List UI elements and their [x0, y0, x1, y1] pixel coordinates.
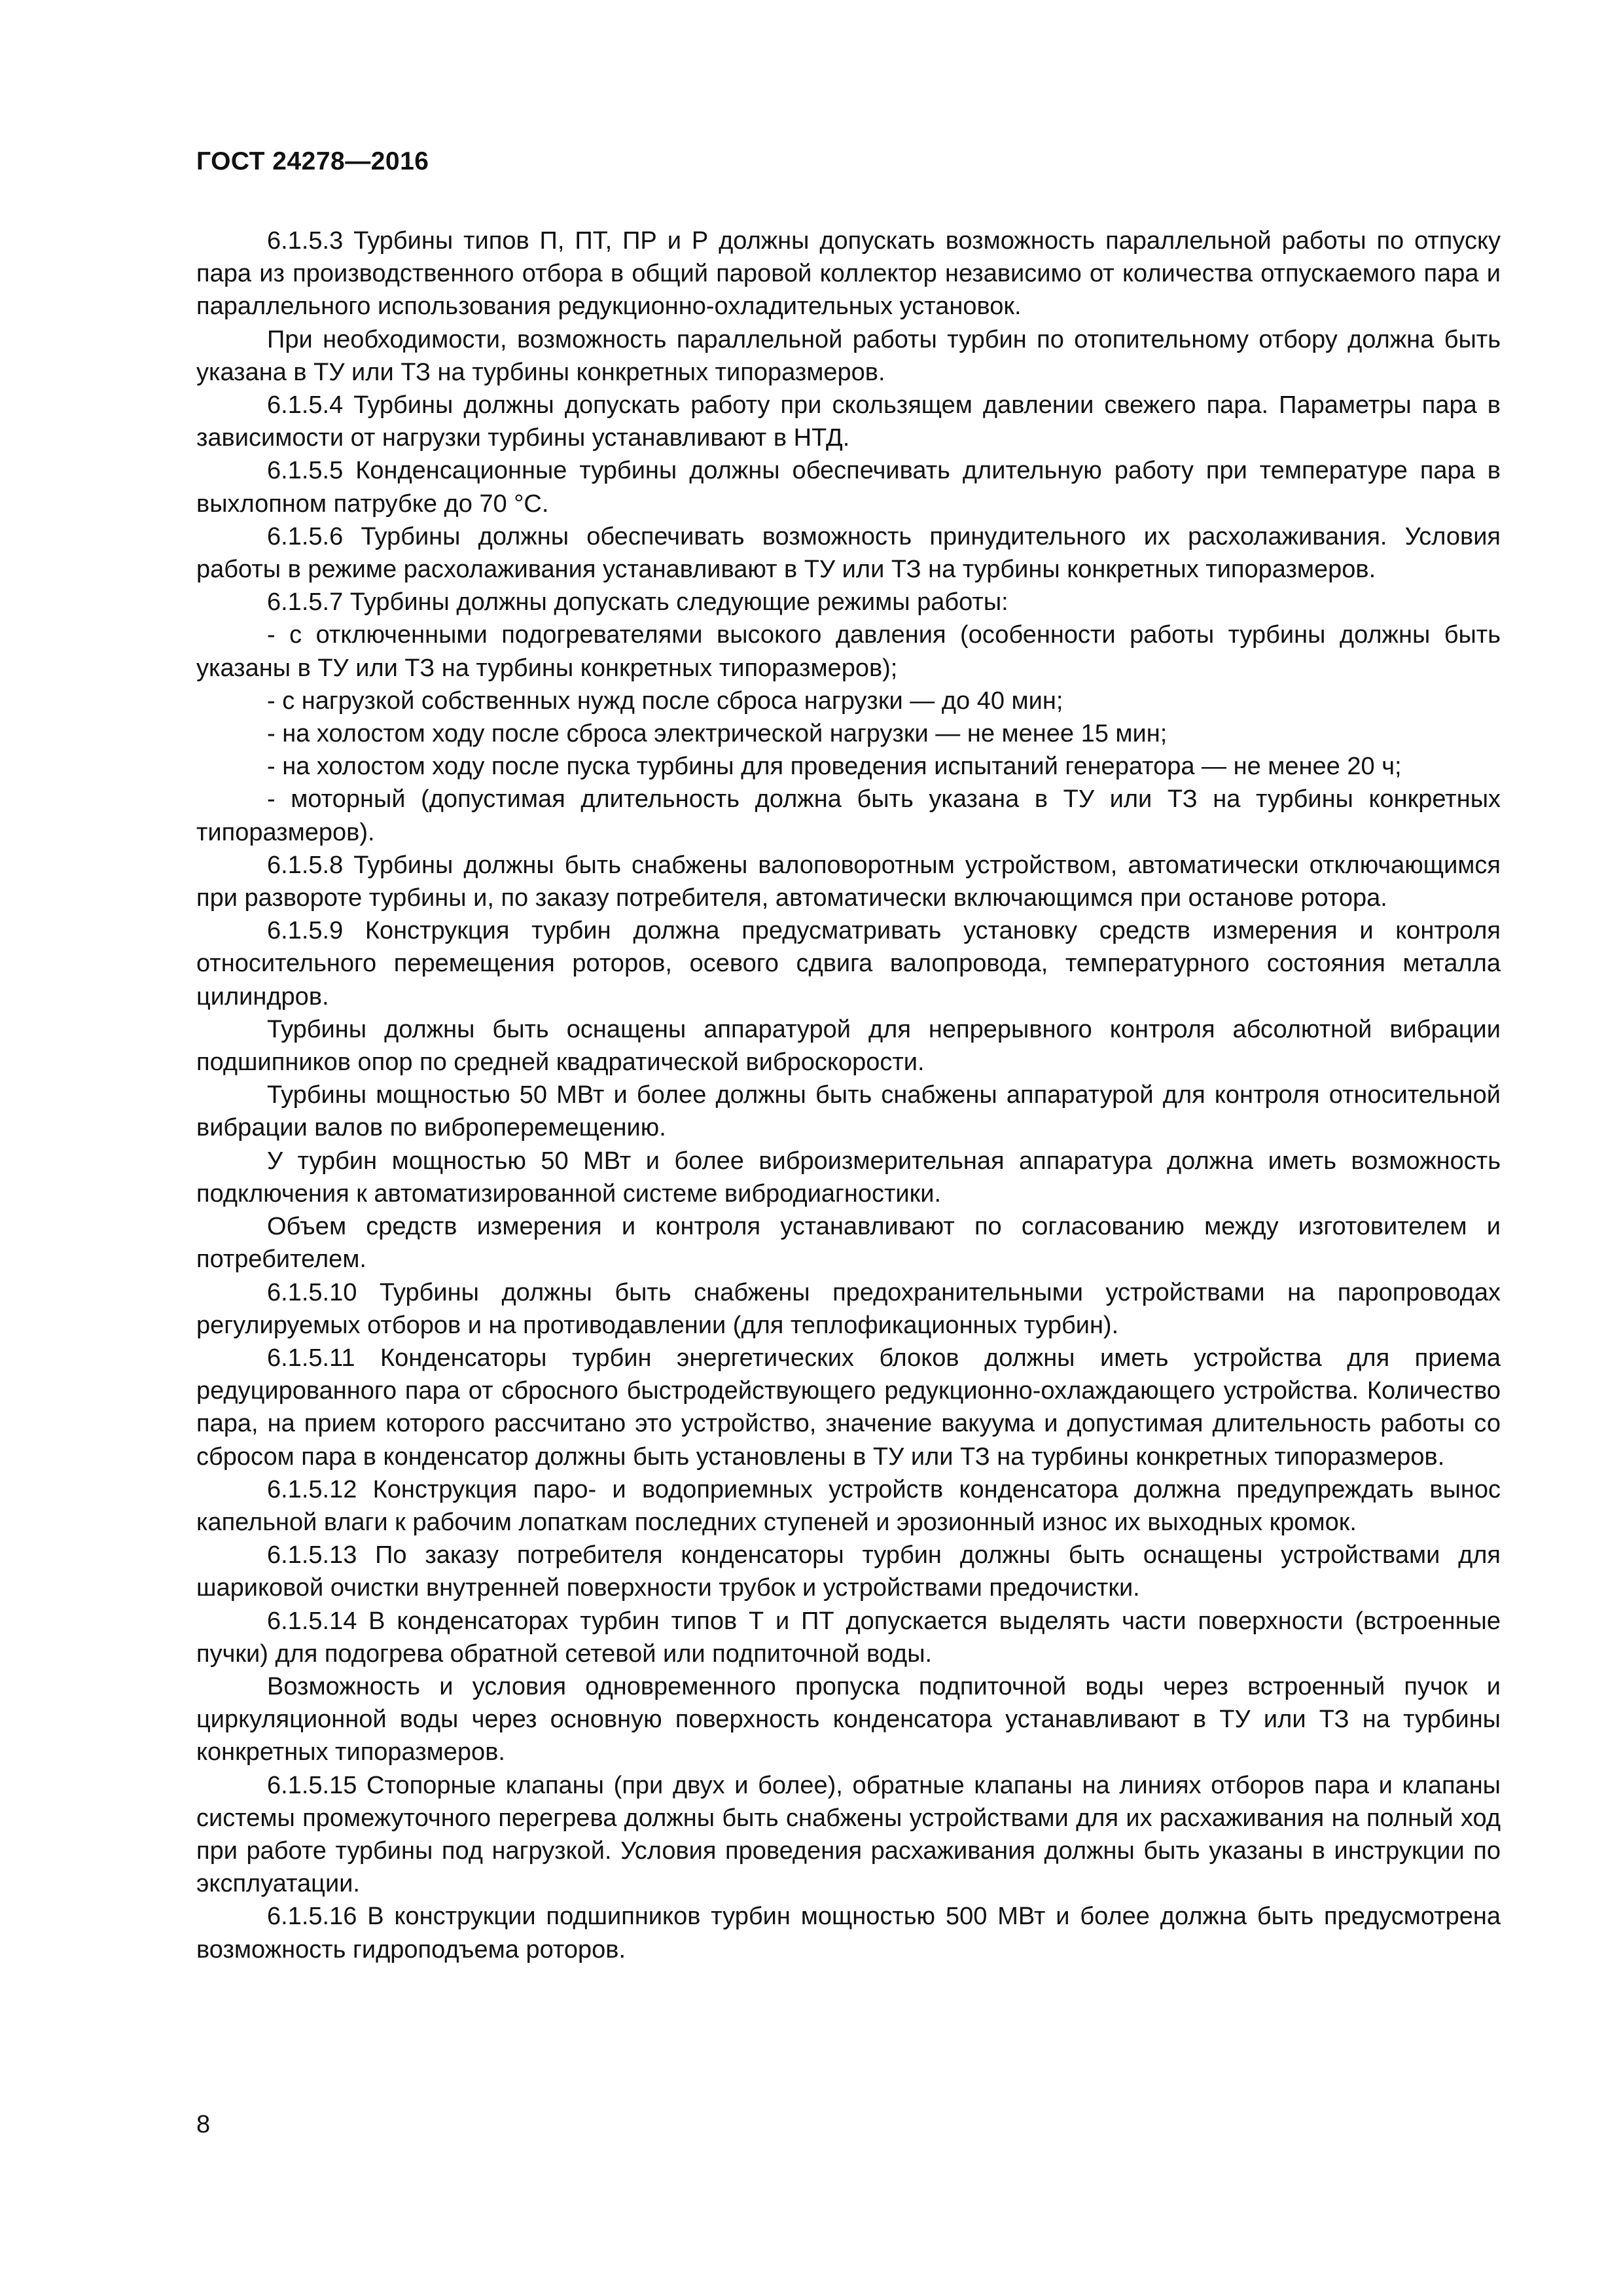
page-number: 8	[196, 2111, 211, 2138]
paragraph: При необходимости, возможность параллельной работы турбин по отопительному отбору должна быть указана в ТУ или ТЗ на турбины конкретных типоразмеров.	[196, 325, 1501, 386]
paragraph: Турбины должны быть оснащены аппаратурой для непрерывного контроля абсолютной вибрации подшипников опор по средней квадратической виброскорости.	[196, 1015, 1501, 1077]
paragraph: Объем средств измерения и контроля устанавливают по согласованию между изготовителем и потребителем.	[196, 1213, 1501, 1274]
standard-code-header: ГОСТ 24278—2016	[196, 147, 429, 175]
paragraph: 6.1.5.15 Стопорные клапаны (при двух и более), обратные клапаны на линиях отборов пара и клапаны системы промежуточного перегрева должны быть снабжены устройствами для их расхаживания на полный ход при работе турбины под нагрузкой. Условия проведения расхаживания должны быть указаны в инструкции по эксплуатации.	[196, 1771, 1501, 1898]
paragraph: 6.1.5.16 В конструкции подшипников турбин мощностью 500 МВт и более должна быть предусмотрена возможность гидроподъема роторов.	[196, 1903, 1501, 1964]
paragraph: У турбин мощностью 50 МВт и более виброизмерительная аппаратура должна иметь возможность подключения к автоматизированной системе вибродиагностики.	[196, 1147, 1501, 1208]
paragraph: 6.1.5.5 Конденсационные турбины должны обеспечивать длительную работу при температуре пара в выхлопном патрубке до 70 °С.	[196, 457, 1501, 518]
paragraph: 6.1.5.12 Конструкция паро- и водоприемных устройств конденсатора должна предупреждать вынос капельной влаги к рабочим лопаткам последних ступеней и эрозионный износ их выходных кромок.	[196, 1475, 1501, 1536]
paragraph: 6.1.5.10 Турбины должны быть снабжены предохранительными устройствами на паропроводах регулируемых отборов и на противодавлении (для теплофикационных турбин).	[196, 1278, 1501, 1339]
paragraph: 6.1.5.7 Турбины должны допускать следующие режимы работы:	[267, 588, 1008, 617]
paragraph: 6.1.5.11 Конденсаторы турбин энергетических блоков должны иметь устройства для приема редуцированного пара от сбросного быстродействующего редукционно-охлаждающего устройства. Количество пара, на прием которого рассчитано это устройство, значение вакуума и допустимая длительность работы со сбросом пара в конденсатор должны быть установлены в ТУ или ТЗ на турбины конкретных типоразмеров.	[196, 1344, 1501, 1471]
list-item: - с отключенными подогревателями высокого давления (особенности работы турбины должны быть указаны в ТУ или ТЗ на турбины конкретных типоразмеров);	[196, 621, 1501, 682]
paragraph: 6.1.5.3 Турбины типов П, ПТ, ПР и Р должны допускать возможность параллельной работы по отпуску пара из производственного отбора в общий паровой коллектор независимо от количества отпускаемого пара и параллельного использования редукционно-охладительных установок.	[196, 227, 1501, 321]
paragraph: 6.1.5.6 Турбины должны обеспечивать возможность принудительного их расхолаживания. Условия работы в режиме расхолаживания устанавливают в ТУ или ТЗ на турбины конкретных типоразмеров.	[196, 522, 1501, 584]
paragraph: 6.1.5.4 Турбины должны допускать работу при скользящем давлении свежего пара. Параметры пара в зависимости от нагрузки турбины устанавливают в НТД.	[196, 391, 1501, 452]
paragraph: 6.1.5.14 В конденсаторах турбин типов Т и ПТ допускается выделять части поверхности (встроенные пучки) для подогрева обратной сетевой или подпиточной воды.	[196, 1607, 1501, 1668]
list-item: - моторный (допустимая длительность должна быть указана в ТУ или ТЗ на турбины конкретных типоразмеров).	[196, 785, 1501, 846]
paragraph: 6.1.5.8 Турбины должны быть снабжены валоповоротным устройством, автоматически отключающимся при развороте турбины и, по заказу потребителя, автоматически включающимся при останове ротора.	[196, 851, 1501, 912]
list-item: - на холостом ходу после сброса электрической нагрузки — не менее 15 мин;	[267, 720, 1168, 748]
paragraph: Турбины мощностью 50 МВт и более должны быть снабжены аппаратурой для контроля относительной вибрации валов по виброперемещению.	[196, 1081, 1501, 1142]
paragraph: Возможность и условия одновременного пропуска подпиточной воды через встроенный пучок и циркуляционной воды через основную поверхность конденсатора устанавливают в ТУ или ТЗ на турбины конкретных типоразмеров.	[196, 1672, 1501, 1767]
paragraph: 6.1.5.13 По заказу потребителя конденсаторы турбин должны быть оснащены устройствами для шариковой очистки внутренней поверхности трубок и устройствами предочистки.	[196, 1541, 1501, 1602]
list-item: - с нагрузкой собственных нужд после сброса нагрузки — до 40 мин;	[267, 687, 1063, 715]
paragraph: 6.1.5.9 Конструкция турбин должна предусматривать установку средств измерения и контроля относительного перемещения роторов, осевого сдвига валопровода, температурного состояния металла цилиндров.	[196, 917, 1501, 1011]
list-item: - на холостом ходу после пуска турбины для проведения испытаний генератора — не менее 20 ч;	[267, 753, 1402, 781]
document-body	[196, 224, 1501, 1966]
